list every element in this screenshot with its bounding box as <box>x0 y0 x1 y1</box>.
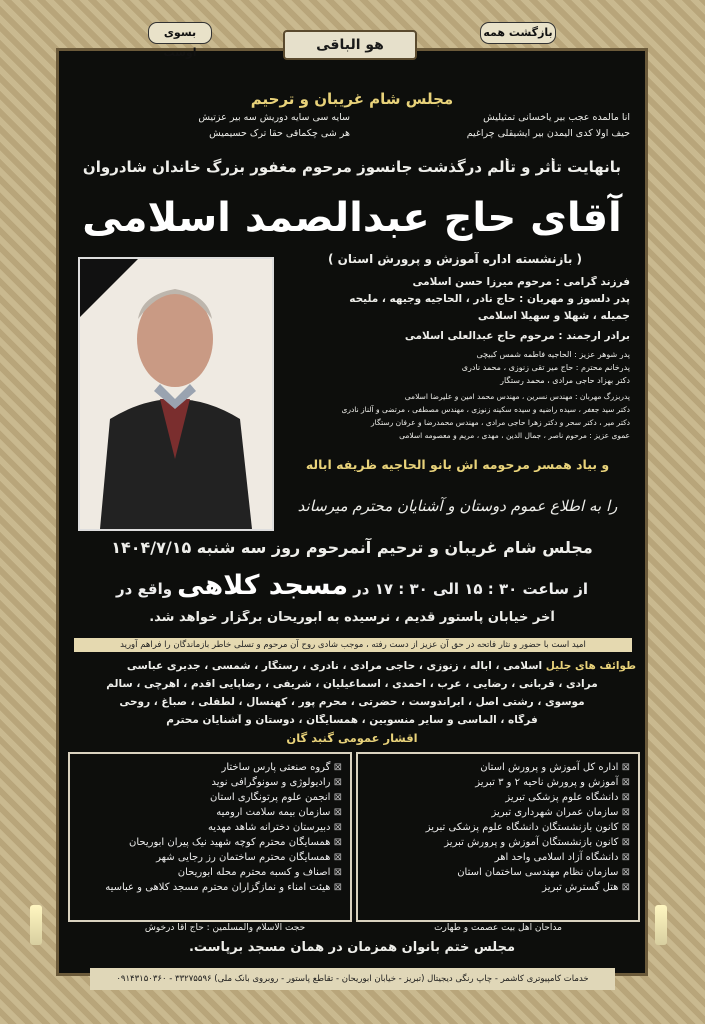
deceased-name: آقای حاج عبدالصمد اسلامی <box>82 195 622 241</box>
families-line-2: مرادی ، قربانی ، رضایی ، عرب ، احمدی ، اسماعیلیان ، شریفی ، رضاپایی اقدم ، اهرچی ، سالم <box>106 678 598 690</box>
list-item: ⊠ کانون بازنشستگان دانشگاه علوم پزشکی تبریز <box>366 820 630 835</box>
list-item: ⊠ دانشگاه آزاد اسلامی واحد اهر <box>366 850 630 865</box>
ceremony-line-2 <box>64 570 640 606</box>
poem-right-2: حیف اولا کدی الیمدن بیر ایشیقلی چراغیم <box>466 128 630 139</box>
ceremony-time: از ساعت ۳۰ : ۱۵ الی ۳۰ : ۱۷ در <box>353 580 589 598</box>
list-item: ⊠ سازمان نظام مهندسی ساختمان استان <box>366 865 630 880</box>
guests-line: مداحان اهل بیت عصمت و طهارت <box>434 923 562 933</box>
ceremony-location-suffix: واقع در <box>115 580 173 598</box>
deceased-title: ( بازنشسته اداره آموزش و پرورش استان ) <box>327 252 583 266</box>
family-line-4: برادر ارجمند : مرحوم حاج عبدالعلی اسلامی <box>404 330 630 342</box>
families-line-1 <box>68 660 636 672</box>
right-header-tab: بازگشت همه <box>480 22 556 44</box>
intro-line: بانهایت تأثر و تألم درگذشت جانسوز مرحوم مغفور بزرگ خاندان شادروان <box>82 158 622 176</box>
orgs-left-list <box>70 754 350 895</box>
list-item: ⊠ سازمان عمران شهرداری تبریز <box>366 805 630 820</box>
spouse-line: و بیاد همسر مرحومه اش بانو الحاجیه ظریفه اباله <box>305 457 610 472</box>
left-header-tab: بسوی اوست <box>148 22 212 44</box>
family-line-1: فرزند گرامی : مرحوم میرزا حسن اسلامی <box>412 276 630 288</box>
list-item: ⊠ سازمان بیمه سلامت ارومیه <box>78 805 342 820</box>
notice-banner: امید است با حضور و نثار فاتحه در حق آن عزیز از دست رفته ، موجب شادی روح آن مرحوم و تسلی خاطر بازماندگان را فراهم آورید <box>74 638 632 652</box>
family-line-7: دکتر بهزاد حاجی مرادی ، محمد رستگار <box>500 376 630 385</box>
family-line-5: پدر شوهر عزیز : الحاجیه فاطمه شمس کبیچی <box>476 350 630 359</box>
orgs-left-box <box>68 752 352 922</box>
list-item: ⊠ کانون بازنشستگان آموزش و پرورش تبریز <box>366 835 630 850</box>
family-line-9: دکتر سید جعفر ، سیده راضیه و سیده سکینه زنوزی ، مهندس مصطفی ، مرتضی و آلناز نادری <box>341 405 630 414</box>
poem-left-2: هر شی چکماقی حقا ترک حسیمیش <box>209 128 350 139</box>
family-line-10: دکتر میر ، دکتر سحر و دکتر زهرا حاجی مرادی ، مهندس محمدرضا و عرفان رستگار <box>371 418 630 427</box>
list-item: ⊠ انجمن علوم پرتونگاری استان <box>78 790 342 805</box>
list-item: ⊠ همسایگان محترم کوچه شهید نیک پیران ابوریحان <box>78 835 342 850</box>
list-item: ⊠ اصناف و کسبه محترم محله ابوریحان <box>78 865 342 880</box>
top-label: هو الباقی <box>283 30 417 60</box>
announce-line: را به اطلاع عموم دوستان و آشنایان محترم میرساند <box>297 497 618 515</box>
families-footer: اقشار عمومی گنبد گان <box>286 731 418 745</box>
ceremony-line-1: مجلس شام غریبان و ترحیم آنمرحوم روز سه شنبه ۱۴۰۴/۷/۱۵ <box>111 538 593 557</box>
list-item: ⊠ هیئت امناء و نمازگزاران محترم مسجد کلاهی و عباسیه <box>78 880 342 895</box>
mosque-name: مسجد کلاهی <box>177 570 349 601</box>
family-line-8: پدربزرگ مهربان : مهندس نسرین ، مهندس محمد امین و علیرضا اسلامی <box>404 392 630 401</box>
families-line-3: موسوی ، رشتی اصل ، ابراندوست ، حضرتی ، محرم پور ، کهنسال ، لطفلی ، صباغ ، روحی <box>119 696 585 708</box>
list-item: ⊠ دانشگاه علوم پزشکی تبریز <box>366 790 630 805</box>
ceremony-address: آخر خیابان پاستور قدیم ، نرسیده به ابوریحان برگزار خواهد شد. <box>149 610 555 625</box>
printer-footer: خدمات کامپیوتری کاشمر - چاپ رنگی دیجیتال (تبریز - خیابان ابوریحان - تقاطع پاستور - روبروی بانک ملی) ۳۳۲۷۵۵۹۶ - ۰۹۱۴۳۱۵۰۳۶۰ <box>90 968 615 990</box>
list-item: ⊠ اداره کل آموزش و پرورش استان <box>366 760 630 775</box>
list-item: ⊠ هتل گسترش تبریز <box>366 880 630 895</box>
clergy-line: حجت الاسلام والمسلمین : حاج آقا درخوش <box>144 923 306 933</box>
list-item: ⊠ گروه صنعتی پارس ساختار <box>78 760 342 775</box>
orgs-right-box <box>356 752 640 922</box>
list-item: ⊠ دبیرستان دخترانه شاهد مهدیه <box>78 820 342 835</box>
list-item: ⊠ همسایگان محترم ساختمان رز رجایی شهر <box>78 850 342 865</box>
poem-left-1: سایه سی سایه دوریش سه بیر عزتیش <box>198 112 350 123</box>
family-line-6: پدرخانم محترم : حاج میر تقی زنوزی ، محمد نادری <box>461 363 630 372</box>
family-line-3: جمیله ، شهلا و سهیلا اسلامی <box>477 310 630 322</box>
family-line-2: پدر دلسوز و مهربان : حاج نادر ، الحاجیه وجیهه ، ملیحه <box>349 293 630 305</box>
list-item: ⊠ رادیولوژی و سونوگرافی نوید <box>78 775 342 790</box>
intro-title: مجلس شام غریبان و ترحیم <box>250 90 454 108</box>
orgs-right-list <box>358 754 638 895</box>
poem-right-1: آنا مالمده عجب بیر یاخسانی تمثیلیش <box>483 112 630 123</box>
women-ceremony: مجلس ختم بانوان همزمان در همان مسجد برپاست. <box>188 940 516 955</box>
families-line-4: فرگاه ، الماسی و سایر منسوبین ، همسایگان ، دوستان و آشنایان محترم <box>166 714 538 726</box>
list-item: ⊠ آموزش و پرورش ناحیه ۲ و ۳ تبریز <box>366 775 630 790</box>
families-label: طوائف های جلیل <box>545 660 636 672</box>
families-line-1-text: اسلامی ، اباله ، زنوزی ، حاجی مرادی ، نادری ، رستگار ، شمسی ، جدیری عباسی <box>126 660 543 672</box>
deceased-photo <box>78 257 274 531</box>
candle-left-icon <box>30 905 42 945</box>
candle-right-icon <box>655 905 667 945</box>
family-line-11: عموی عزیز : مرحوم ناصر ، جمال الدین ، مهدی ، مریم و معصومه اسلامی <box>399 431 630 440</box>
